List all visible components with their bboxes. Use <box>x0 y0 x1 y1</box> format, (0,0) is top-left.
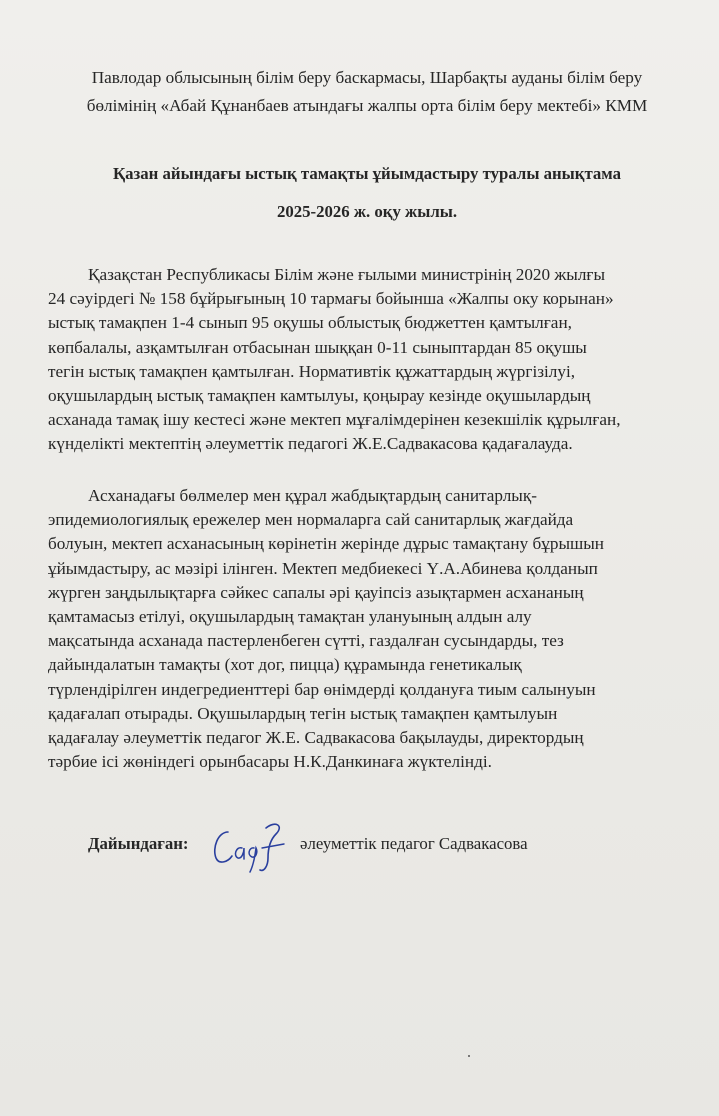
organization-header <box>40 64 694 120</box>
signer-title: әлеуметтік педагог Садвакасова <box>300 834 528 853</box>
paragraph-line: оқушылардың ыстық тамақпен камтылуы, қоңырау кезінде оқушылардың <box>48 386 591 406</box>
paragraph-line: қадағалау әлеуметтік педагог Ж.Е. Садвакасова бақылауды, директордың <box>48 728 584 748</box>
handwritten-signature-icon <box>206 818 296 874</box>
header-line: Павлодар облысының білім беру баскармасы, Шарбақты ауданы білім беру <box>91 68 643 87</box>
paragraph-line: эпидемиологиялық ережелер мен нормаларга сай санитарлық жағдайда <box>48 510 574 530</box>
paragraph-line: асханада тамақ ішу кестесі және мектеп мұғалімдерінен кезекшілік құрылған, <box>48 410 621 430</box>
document-title: Қазан айындағы ыстық тамақты ұйымдастыру туралы анықтама <box>112 164 622 183</box>
paragraph-line: Қазақстан Республикасы Білім және ғылыми министрінің 2020 жылғы <box>88 265 606 284</box>
paragraph-2 <box>48 484 604 774</box>
header-line: бөлімінің «Абай Құнанбаев атындағы жалпы орта білім беру мектебі» КММ <box>86 96 648 115</box>
paper-speck <box>468 1055 470 1057</box>
paragraph-line: 24 сәуірдегі № 158 бұйрығының 10 тармағы бойынша «Жалпы оку корынан» <box>48 289 614 309</box>
paragraph-line: мақсатында асханада пастерленбеген сүтті, газдалған сусындарды, тез <box>48 631 564 651</box>
paragraph-line: күнделікті мектептің әлеуметтік педагогі Ж.Е.Садвакасова қадағалауда. <box>48 434 573 454</box>
prepared-by-label: Дайындаған: <box>88 834 189 853</box>
paragraph-line: тегін ыстық тамақпен қамтылған. Нормативтік құжаттардың жүргізілуі, <box>48 361 576 381</box>
paragraph-line: тәрбие ісі жөніндегі орынбасары Н.К.Данкинаға жүктелінді. <box>48 752 492 772</box>
paragraph-line: Асханадағы бөлмелер мен құрал жабдықтардың санитарлық- <box>88 486 537 505</box>
paragraph-line: ұйымдастыру, ас мәзірі ілінген. Мектеп медбиекесі Ү.А.Абинева қолданып <box>48 558 598 578</box>
paragraph-line: қадағалап отырады. Оқушылардың тегін ыстық тамақпен қамтылуын <box>48 703 558 723</box>
paragraph-line: көпбалалы, азқамтылған отбасынан шыққан 0-11 сыныптардан 85 оқушы <box>48 337 587 357</box>
paragraph-line: түрлендірілген индегредиенттері бар өнімдерді қолдануға тиым салынуын <box>48 679 596 699</box>
paragraph-line: дайындалатын тамақты (хот дог, пицца) құрамында генетикалық <box>48 655 522 675</box>
signature-block <box>88 828 648 878</box>
paragraph-line: жүрген заңдылықтарға сәйкес сапалы әрі қауіпсіз азықтармен асхананың <box>48 582 584 602</box>
paragraph-line: қамтамасыз етілуі, оқушылардың тамақтан улануының алдын алу <box>48 607 532 627</box>
paragraph-line: болуын, мектеп асханасының көрінетін жерінде дұрыс тамақтану бұрышын <box>48 534 604 554</box>
paragraph-line: ыстық тамақпен 1-4 сынып 95 оқушы облыстық бюджеттен қамтылған, <box>48 313 572 333</box>
academic-year: 2025-2026 ж. оқу жылы. <box>276 202 458 221</box>
paragraph-1 <box>48 263 621 457</box>
